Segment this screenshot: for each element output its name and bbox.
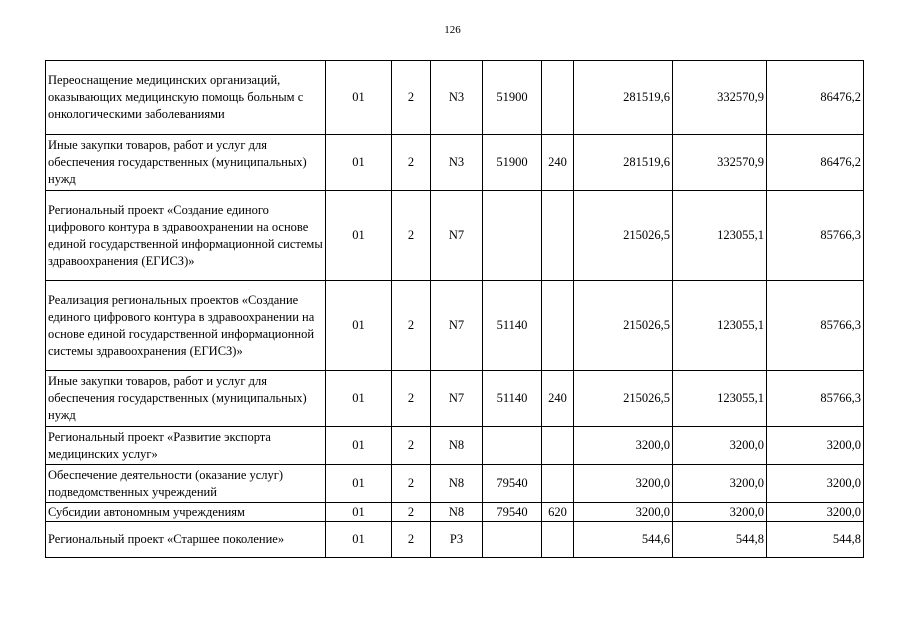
cell-program: N8 <box>431 503 483 522</box>
cell-value-3: 85766,3 <box>767 281 864 371</box>
cell-rz: 01 <box>326 135 392 191</box>
cell-value-1: 544,6 <box>574 522 673 558</box>
cell-pr: 2 <box>392 135 431 191</box>
page-number: 126 <box>444 24 461 36</box>
cell-program: N3 <box>431 61 483 135</box>
cell-direction: 51900 <box>483 135 542 191</box>
cell-expense-type: 620 <box>542 503 574 522</box>
cell-direction <box>483 522 542 558</box>
row-name: Обеспечение деятельности (оказание услуг) подведомственных учреждений <box>46 465 326 503</box>
cell-value-1: 281519,6 <box>574 135 673 191</box>
table-row <box>46 522 864 558</box>
cell-value-2: 123055,1 <box>673 371 767 427</box>
cell-rz: 01 <box>326 503 392 522</box>
cell-value-1: 3200,0 <box>574 465 673 503</box>
row-name: Иные закупки товаров, работ и услуг для обеспечения государственных (муниципальных) нужд <box>46 135 326 191</box>
cell-program: P3 <box>431 522 483 558</box>
cell-direction <box>483 427 542 465</box>
row-name: Региональный проект «Старшее поколение» <box>46 522 326 558</box>
cell-program: N7 <box>431 371 483 427</box>
cell-value-2: 332570,9 <box>673 61 767 135</box>
cell-direction: 51140 <box>483 281 542 371</box>
cell-pr: 2 <box>392 61 431 135</box>
cell-value-1: 215026,5 <box>574 191 673 281</box>
cell-expense-type <box>542 191 574 281</box>
cell-program: N3 <box>431 135 483 191</box>
table-row <box>46 465 864 503</box>
cell-pr: 2 <box>392 191 431 281</box>
cell-direction: 51140 <box>483 371 542 427</box>
cell-value-2: 3200,0 <box>673 465 767 503</box>
cell-pr: 2 <box>392 371 431 427</box>
table-row <box>46 503 864 522</box>
cell-direction: 79540 <box>483 503 542 522</box>
cell-program: N7 <box>431 281 483 371</box>
budget-table <box>45 60 864 558</box>
cell-expense-type <box>542 61 574 135</box>
cell-value-2: 544,8 <box>673 522 767 558</box>
cell-value-1: 3200,0 <box>574 427 673 465</box>
cell-rz: 01 <box>326 61 392 135</box>
cell-expense-type: 240 <box>542 135 574 191</box>
row-name: Субсидии автономным учреждениям <box>46 503 326 522</box>
cell-value-3: 86476,2 <box>767 61 864 135</box>
cell-value-1: 215026,5 <box>574 371 673 427</box>
table-row <box>46 427 864 465</box>
cell-rz: 01 <box>326 191 392 281</box>
cell-rz: 01 <box>326 281 392 371</box>
cell-value-3: 3200,0 <box>767 503 864 522</box>
cell-value-1: 281519,6 <box>574 61 673 135</box>
cell-value-3: 86476,2 <box>767 135 864 191</box>
cell-value-2: 123055,1 <box>673 281 767 371</box>
cell-value-3: 544,8 <box>767 522 864 558</box>
cell-pr: 2 <box>392 281 431 371</box>
cell-value-3: 3200,0 <box>767 465 864 503</box>
cell-rz: 01 <box>326 427 392 465</box>
cell-expense-type <box>542 522 574 558</box>
table-row <box>46 135 864 191</box>
cell-value-2: 123055,1 <box>673 191 767 281</box>
cell-value-2: 332570,9 <box>673 135 767 191</box>
row-name: Региональный проект «Создание единого цифрового контура в здравоохранении на основе единой государственной информационной системы здравоохранения (ЕГИСЗ)» <box>46 191 326 281</box>
cell-rz: 01 <box>326 465 392 503</box>
cell-rz: 01 <box>326 522 392 558</box>
table-row <box>46 61 864 135</box>
table-row <box>46 371 864 427</box>
cell-value-3: 85766,3 <box>767 371 864 427</box>
cell-rz: 01 <box>326 371 392 427</box>
cell-value-1: 215026,5 <box>574 281 673 371</box>
cell-expense-type <box>542 427 574 465</box>
cell-direction: 51900 <box>483 61 542 135</box>
table-row <box>46 281 864 371</box>
cell-pr: 2 <box>392 522 431 558</box>
row-name: Региональный проект «Развитие экспорта медицинских услуг» <box>46 427 326 465</box>
cell-pr: 2 <box>392 427 431 465</box>
cell-value-1: 3200,0 <box>574 503 673 522</box>
cell-value-2: 3200,0 <box>673 503 767 522</box>
table-row <box>46 191 864 281</box>
cell-program: N8 <box>431 465 483 503</box>
row-name: Иные закупки товаров, работ и услуг для обеспечения государственных (муниципальных) нужд <box>46 371 326 427</box>
cell-expense-type <box>542 465 574 503</box>
cell-pr: 2 <box>392 503 431 522</box>
cell-value-2: 3200,0 <box>673 427 767 465</box>
cell-program: N8 <box>431 427 483 465</box>
cell-value-3: 85766,3 <box>767 191 864 281</box>
cell-program: N7 <box>431 191 483 281</box>
row-name: Реализация региональных проектов «Создание единого цифрового контура в здравоохранении на основе единой государственной информационной системы здравоохранения (ЕГИСЗ)» <box>46 281 326 371</box>
row-name: Переоснащение медицинских организаций, оказывающих медицинскую помощь больным с онкологическими заболеваниями <box>46 61 326 135</box>
cell-direction <box>483 191 542 281</box>
cell-expense-type: 240 <box>542 371 574 427</box>
cell-value-3: 3200,0 <box>767 427 864 465</box>
cell-pr: 2 <box>392 465 431 503</box>
cell-expense-type <box>542 281 574 371</box>
cell-direction: 79540 <box>483 465 542 503</box>
